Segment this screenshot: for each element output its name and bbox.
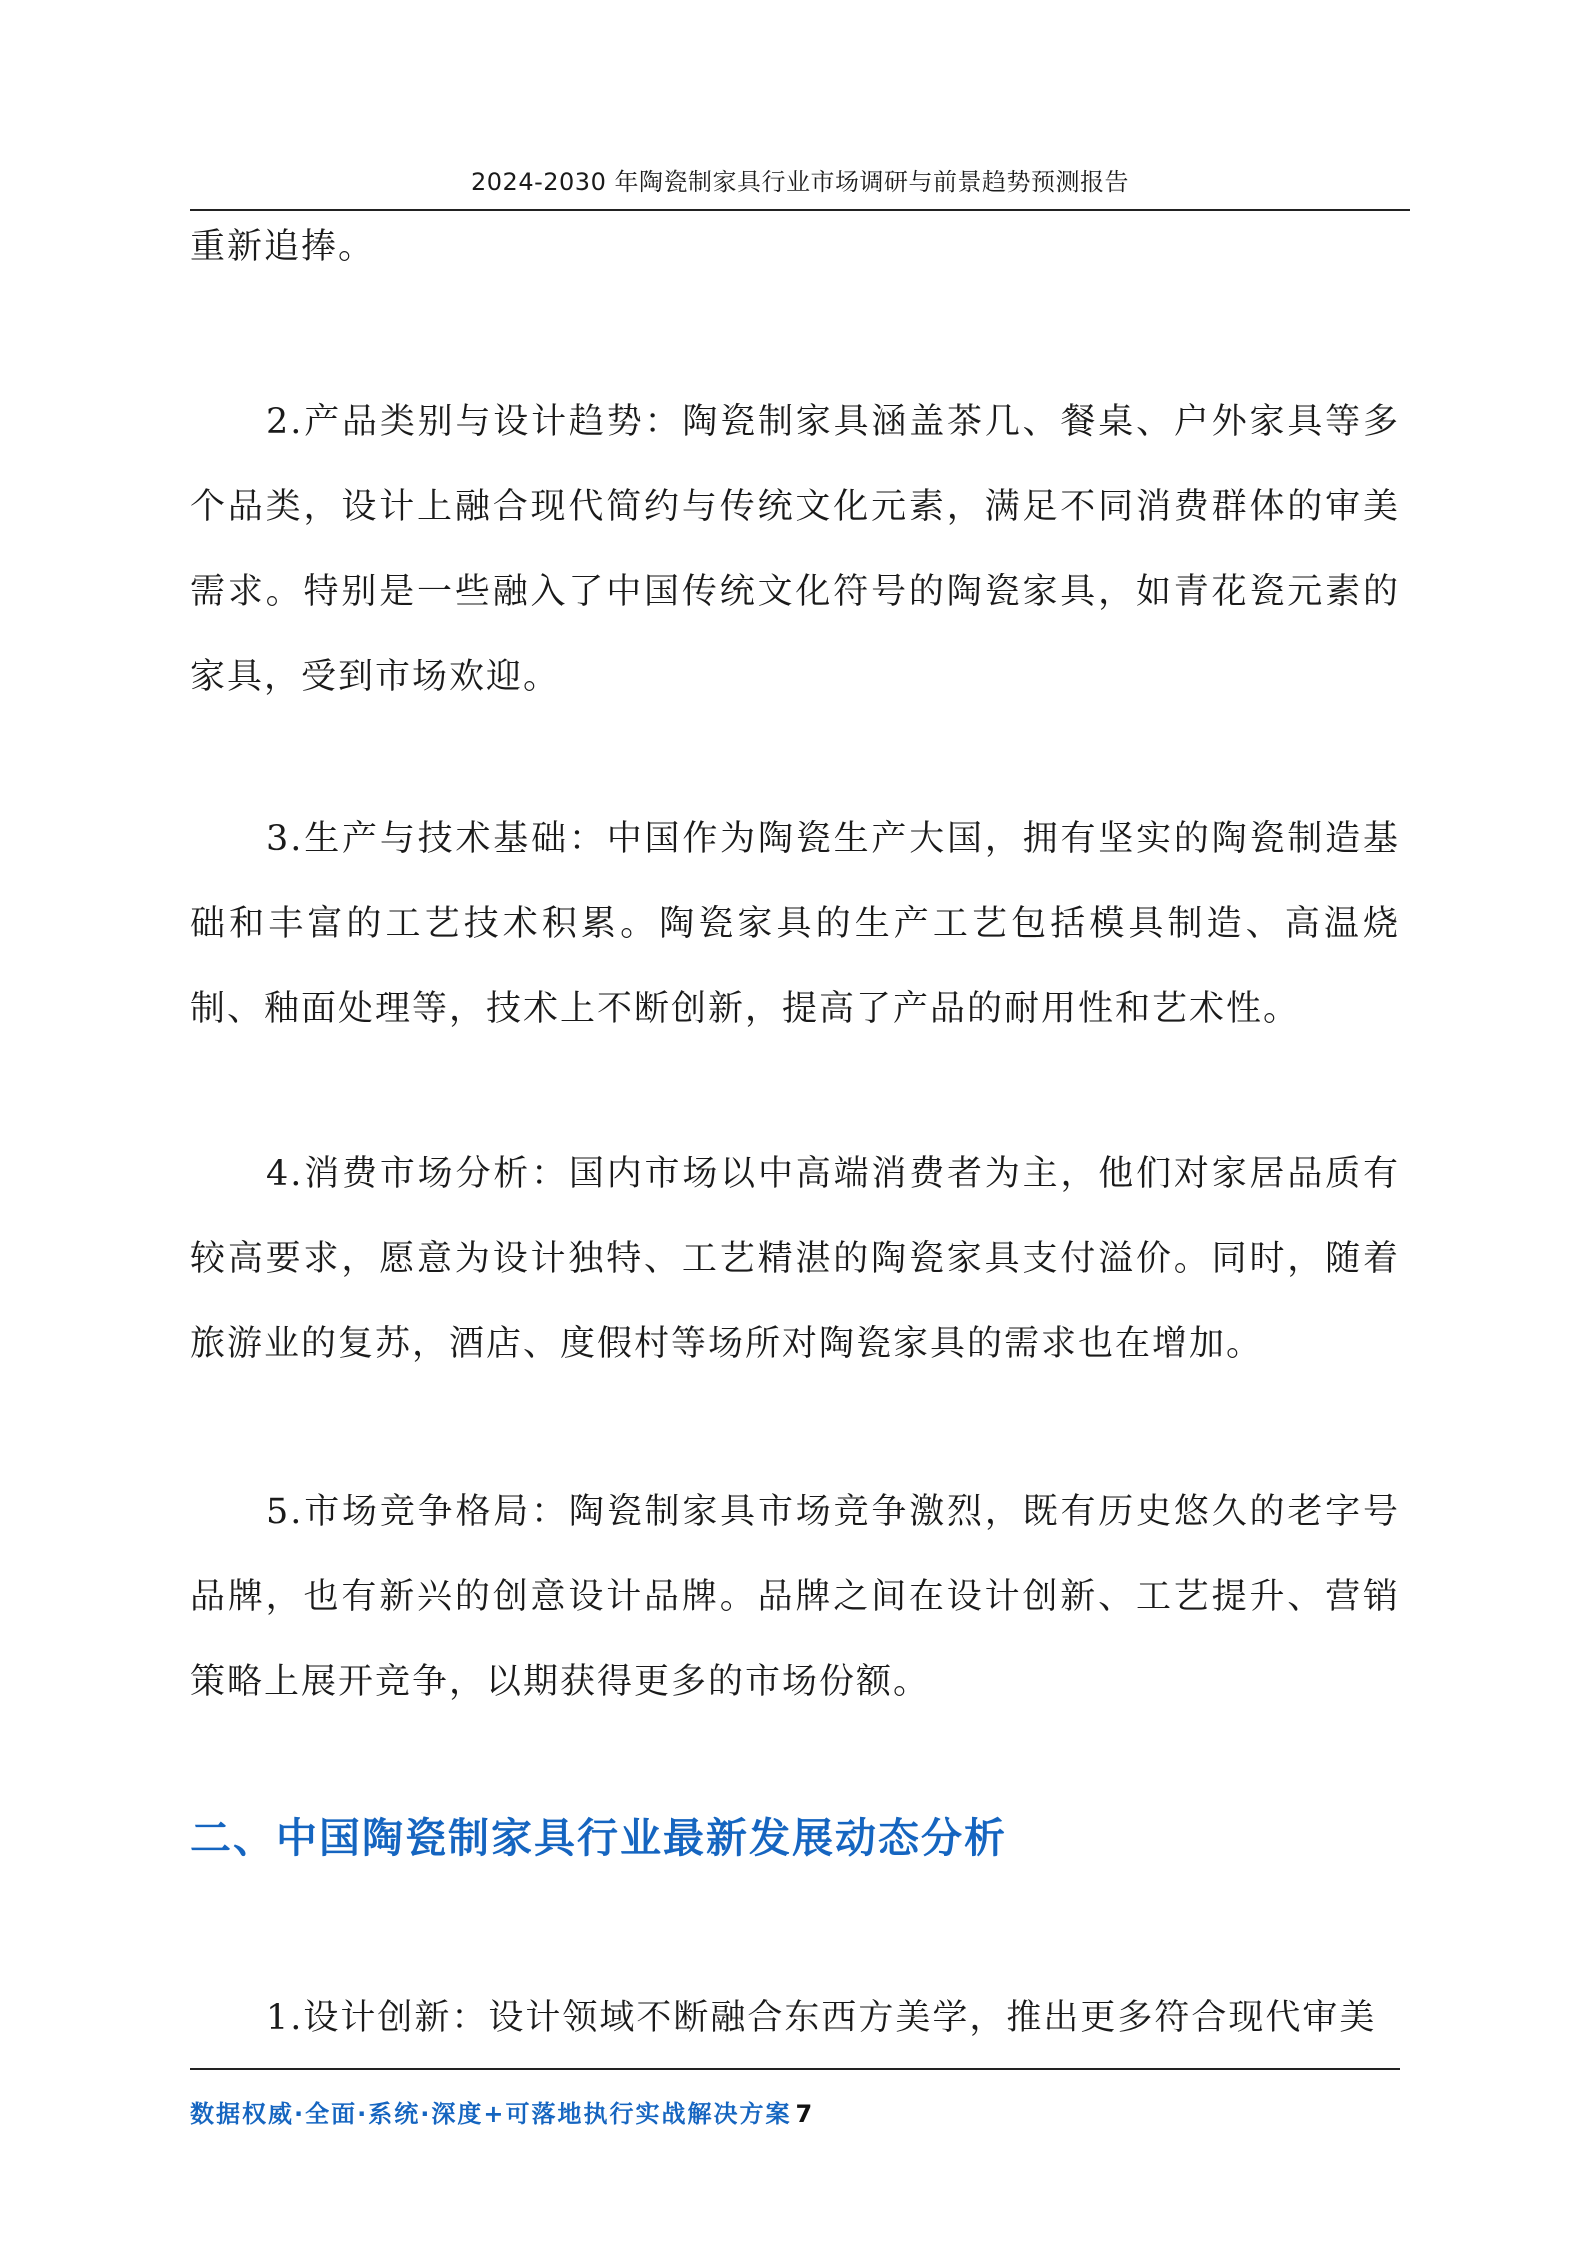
paragraph-continuation: 重新追捧。 [190, 227, 376, 267]
section-heading: 二、中国陶瓷制家具行业最新发展动态分析 [190, 1814, 1007, 1862]
paragraph-production-technology: 3.生产与技术基础：中国作为陶瓷生产大国，拥有坚实的陶瓷制造基础和丰富的工艺技术积累。陶瓷家具的生产工艺包括模具制造、高温烧制、釉面处理等，技术上不断创新，提高了产品的耐用性和艺术性。 [190, 819, 1400, 1029]
paragraph-competition: 5.市场竞争格局：陶瓷制家具市场竞争激烈，既有历史悠久的老字号品牌，也有新兴的创意设计品牌。品牌之间在设计创新、工艺提升、营销策略上展开竞争，以期获得更多的市场份额。 [190, 1492, 1400, 1702]
paragraph-design-innovation: 1.设计创新：设计领域不断融合东西方美学，推出更多符合现代审美 [266, 1998, 1377, 2038]
footer-line [190, 2094, 814, 2129]
report-title: 2024-2030 年陶瓷制家具行业市场调研与前景趋势预测报告 [471, 168, 1129, 196]
footer-slogan: 数据权威·全面·系统·深度+可落地执行实战解决方案 [190, 2100, 792, 2128]
footer-divider [190, 2068, 1400, 2070]
page-number: 7 [795, 2100, 815, 2128]
paragraph-consumer-market: 4.消费市场分析：国内市场以中高端消费者为主，他们对家居品质有较高要求，愿意为设计独特、工艺精湛的陶瓷家具支付溢价。同时，随着旅游业的复苏，酒店、度假村等场所对陶瓷家具的需求也在增加。 [190, 1154, 1400, 1364]
paragraph-product-categories: 2.产品类别与设计趋势：陶瓷制家具涵盖茶几、餐桌、户外家具等多个品类，设计上融合现代简约与传统文化元素，满足不同消费群体的审美需求。特别是一些融入了中国传统文化符号的陶瓷家具，如青花瓷元素的家具，受到市场欢迎。 [190, 402, 1400, 697]
